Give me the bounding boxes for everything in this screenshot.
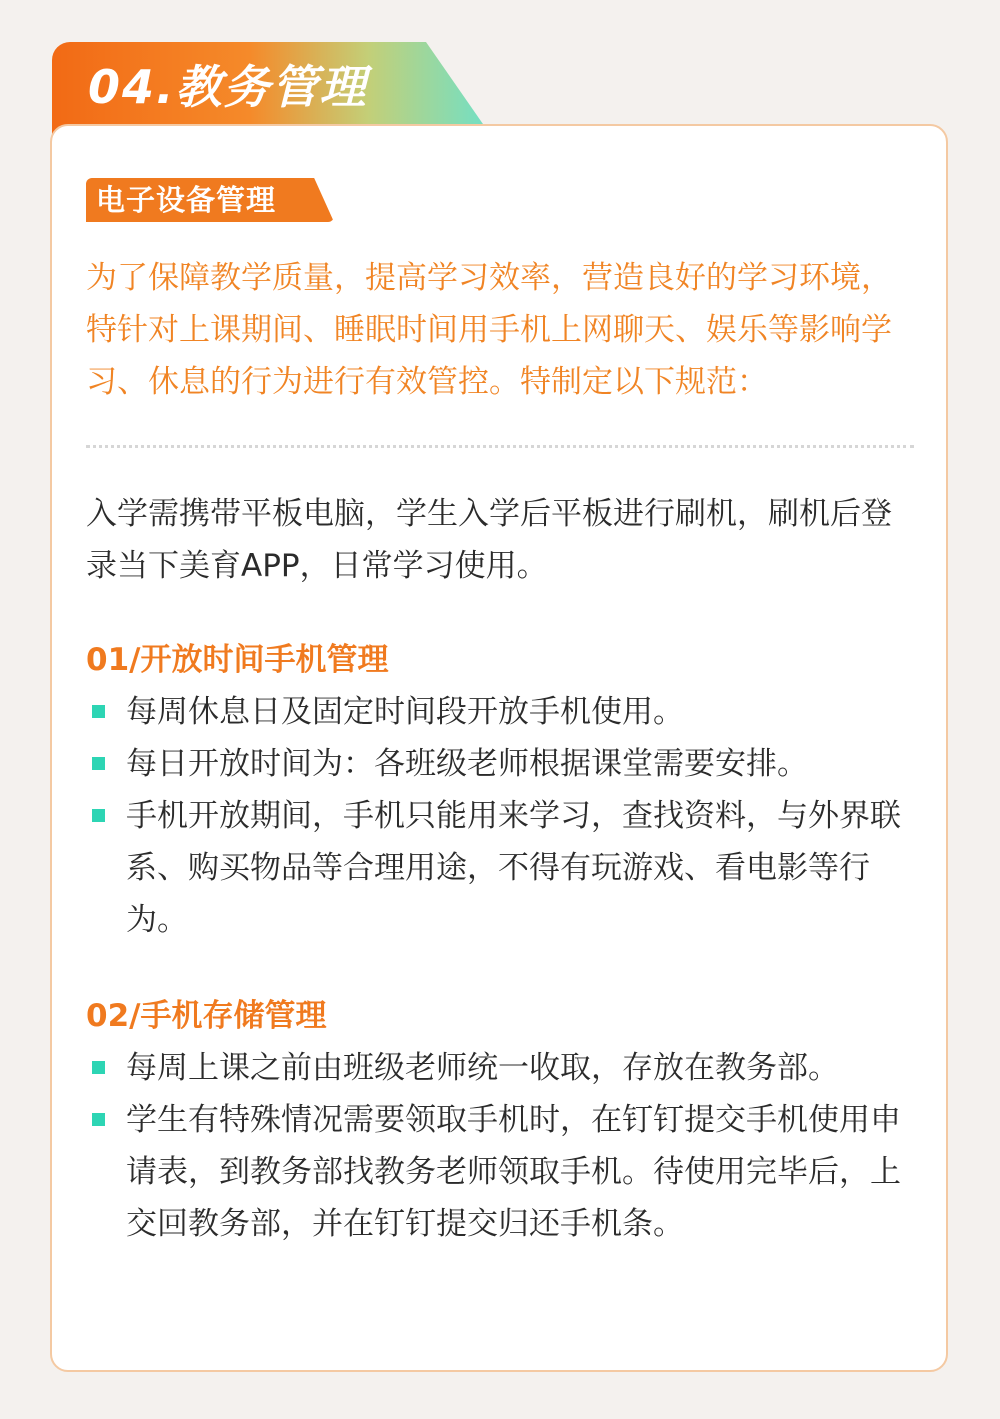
subsection-title-open-time: 01/开放时间手机管理	[86, 642, 389, 678]
bullet-square-icon	[92, 1061, 105, 1074]
subsection-title-storage: 02/手机存储管理	[86, 998, 327, 1034]
bullet-square-icon	[92, 757, 105, 770]
list-item	[86, 1042, 920, 1094]
bullet-square-icon	[92, 705, 105, 718]
list-item-text: 每日开放时间为：各班级老师根据课堂需要安排。	[126, 746, 808, 782]
list-storage	[86, 1042, 920, 1250]
bullet-square-icon	[92, 1113, 105, 1126]
list-item	[86, 738, 920, 790]
list-item-text: 学生有特殊情况需要领取手机时，在钉钉提交手机使用申请表，到教务部找教务老师领取手机。待使用完毕后，上交回教务部，并在钉钉提交归还手机条。	[126, 1102, 901, 1242]
dotted-divider	[86, 445, 914, 448]
list-open-time	[86, 686, 920, 946]
list-item	[86, 790, 920, 946]
section-tag-label: 电子设备管理	[96, 183, 277, 217]
list-item-text: 每周休息日及固定时间段开放手机使用。	[126, 694, 684, 730]
body-paragraph: 入学需携带平板电脑，学生入学后平板进行刷机，刷机后登录当下美育APP，日常学习使用。	[86, 496, 892, 584]
list-item	[86, 686, 920, 738]
list-item-text: 每周上课之前由班级老师统一收取，存放在教务部。	[126, 1050, 839, 1086]
bullet-square-icon	[92, 809, 105, 822]
list-item-text: 手机开放期间，手机只能用来学习，查找资料，与外界联系、购买物品等合理用途，不得有玩游戏、看电影等行为。	[126, 798, 901, 938]
intro-paragraph: 为了保障教学质量，提高学习效率，营造良好的学习环境，特针对上课期间、睡眠时间用手机上网聊天、娱乐等影响学习、休息的行为进行有效管控。特制定以下规范：	[86, 260, 892, 400]
list-item	[86, 1094, 920, 1250]
page-title: 04.教务管理	[88, 60, 368, 114]
